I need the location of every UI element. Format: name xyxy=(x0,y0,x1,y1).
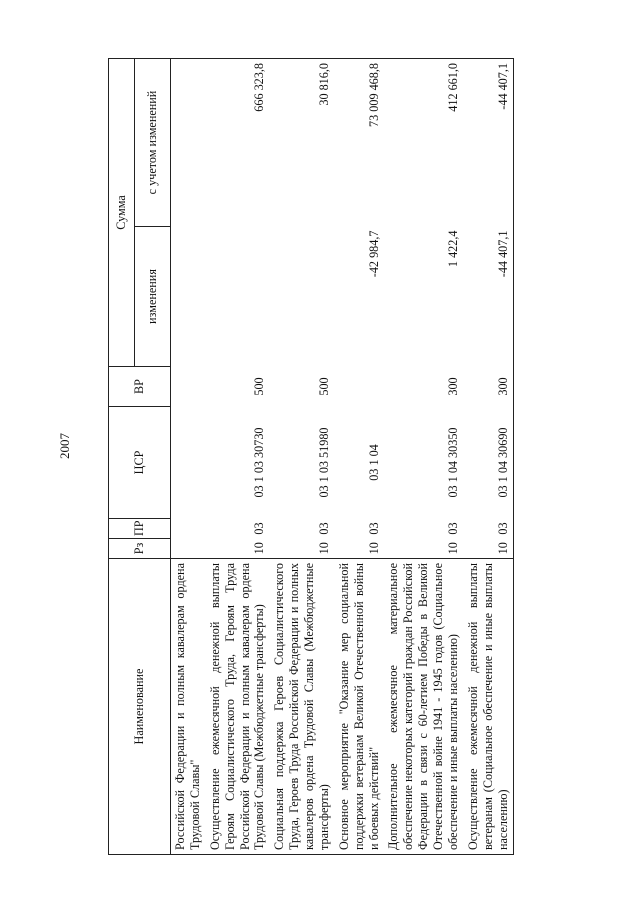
row-pr: 03 xyxy=(366,522,381,535)
row-name: Осуществление ежемесячной денежной выплаты Героям Социалистического Труда, Героям Труда Российской Федерации и полным кавалерам ордена Трудовой Славы (Межбюджетные трансферты) xyxy=(206,559,271,855)
header-vr: ВР xyxy=(109,367,171,407)
table-body xyxy=(171,58,514,854)
row-total: 412 661,0 xyxy=(384,58,463,226)
row-vr: 300 xyxy=(464,367,514,407)
row-total: 73 009 468,8 xyxy=(335,58,385,226)
page-number: 2007 xyxy=(57,433,72,459)
row-vr: 300 xyxy=(445,377,460,396)
row-change: -42 984,7 xyxy=(366,230,381,278)
header-name: Наименование xyxy=(109,559,171,855)
row-rz: 10 xyxy=(316,542,331,555)
row-vr xyxy=(335,367,385,407)
table-row xyxy=(335,58,385,854)
row-total: 666 323,8 xyxy=(206,58,271,226)
row-csr: 03 1 04 xyxy=(366,444,381,481)
row-pr: 03 xyxy=(316,522,331,535)
row-pr xyxy=(171,519,206,539)
row-rz: 10 xyxy=(464,539,514,559)
row-total: -44 407,1 xyxy=(464,58,514,226)
row-total xyxy=(171,58,206,226)
row-csr: 03 1 03 30730 xyxy=(252,427,267,498)
table-row xyxy=(464,58,514,854)
row-vr xyxy=(171,367,206,407)
row-name: Дополнительное ежемесячное материальное обеспечение некоторых категорий граждан Российской Федерации в связи с 60-летием Победы в Великой Отечественной войне 1941 - 1945 годов (Социальное обеспечение и иные выплаты населению) xyxy=(384,559,463,855)
row-change xyxy=(270,227,335,367)
table-row xyxy=(270,58,335,854)
header-with-change: с учетом изменений xyxy=(135,58,171,226)
row-total: 30 816,0 xyxy=(270,58,335,226)
header-sum: Сумма xyxy=(109,58,135,366)
row-name: Российской Федерации и полным кавалерам ордена Трудовой Славы" xyxy=(171,559,206,855)
row-rz: 10 xyxy=(252,542,267,555)
row-change xyxy=(171,227,206,367)
table-header xyxy=(109,58,171,854)
row-rz: 10 xyxy=(366,542,381,555)
row-pr: 03 xyxy=(252,522,267,535)
row-csr: 03 1 04 30350 xyxy=(445,427,460,498)
row-change: 1 422,4 xyxy=(445,230,460,268)
header-change: изменения xyxy=(135,227,171,367)
row-csr xyxy=(171,407,206,519)
row-rz xyxy=(171,539,206,559)
row-vr: 500 xyxy=(316,377,331,396)
rotated-table-container xyxy=(108,55,608,855)
row-name: Основное мероприятие "Оказание мер социальной поддержки ветеранам Великой Отечественной войны и боевых действий" xyxy=(335,559,385,855)
header-pr: ПР xyxy=(109,519,171,539)
table-row xyxy=(384,58,463,854)
row-pr: 03 xyxy=(445,522,460,535)
row-pr: 03 xyxy=(464,519,514,539)
header-csr: ЦСР xyxy=(109,407,171,519)
row-csr: 03 1 04 30690 xyxy=(464,407,514,519)
row-change: -44 407,1 xyxy=(464,227,514,367)
table-row xyxy=(206,58,271,854)
header-rz: Рз xyxy=(109,539,171,559)
row-change xyxy=(206,227,271,367)
row-csr: 03 1 03 51980 xyxy=(316,427,331,498)
table-row xyxy=(171,58,206,854)
row-name: Социальная поддержка Героев Социалистического Труда, Героев Труда Российской Федерации и полных кавалеров ордена Трудовой Славы (Межбюджетные трансферты) xyxy=(270,559,335,855)
budget-table xyxy=(108,58,514,855)
row-name: Осуществление ежемесячной денежной выплаты ветеранам (Социальное обеспечение и иные выплаты населению) xyxy=(464,559,514,855)
row-rz: 10 xyxy=(445,542,460,555)
row-vr: 500 xyxy=(252,377,267,396)
